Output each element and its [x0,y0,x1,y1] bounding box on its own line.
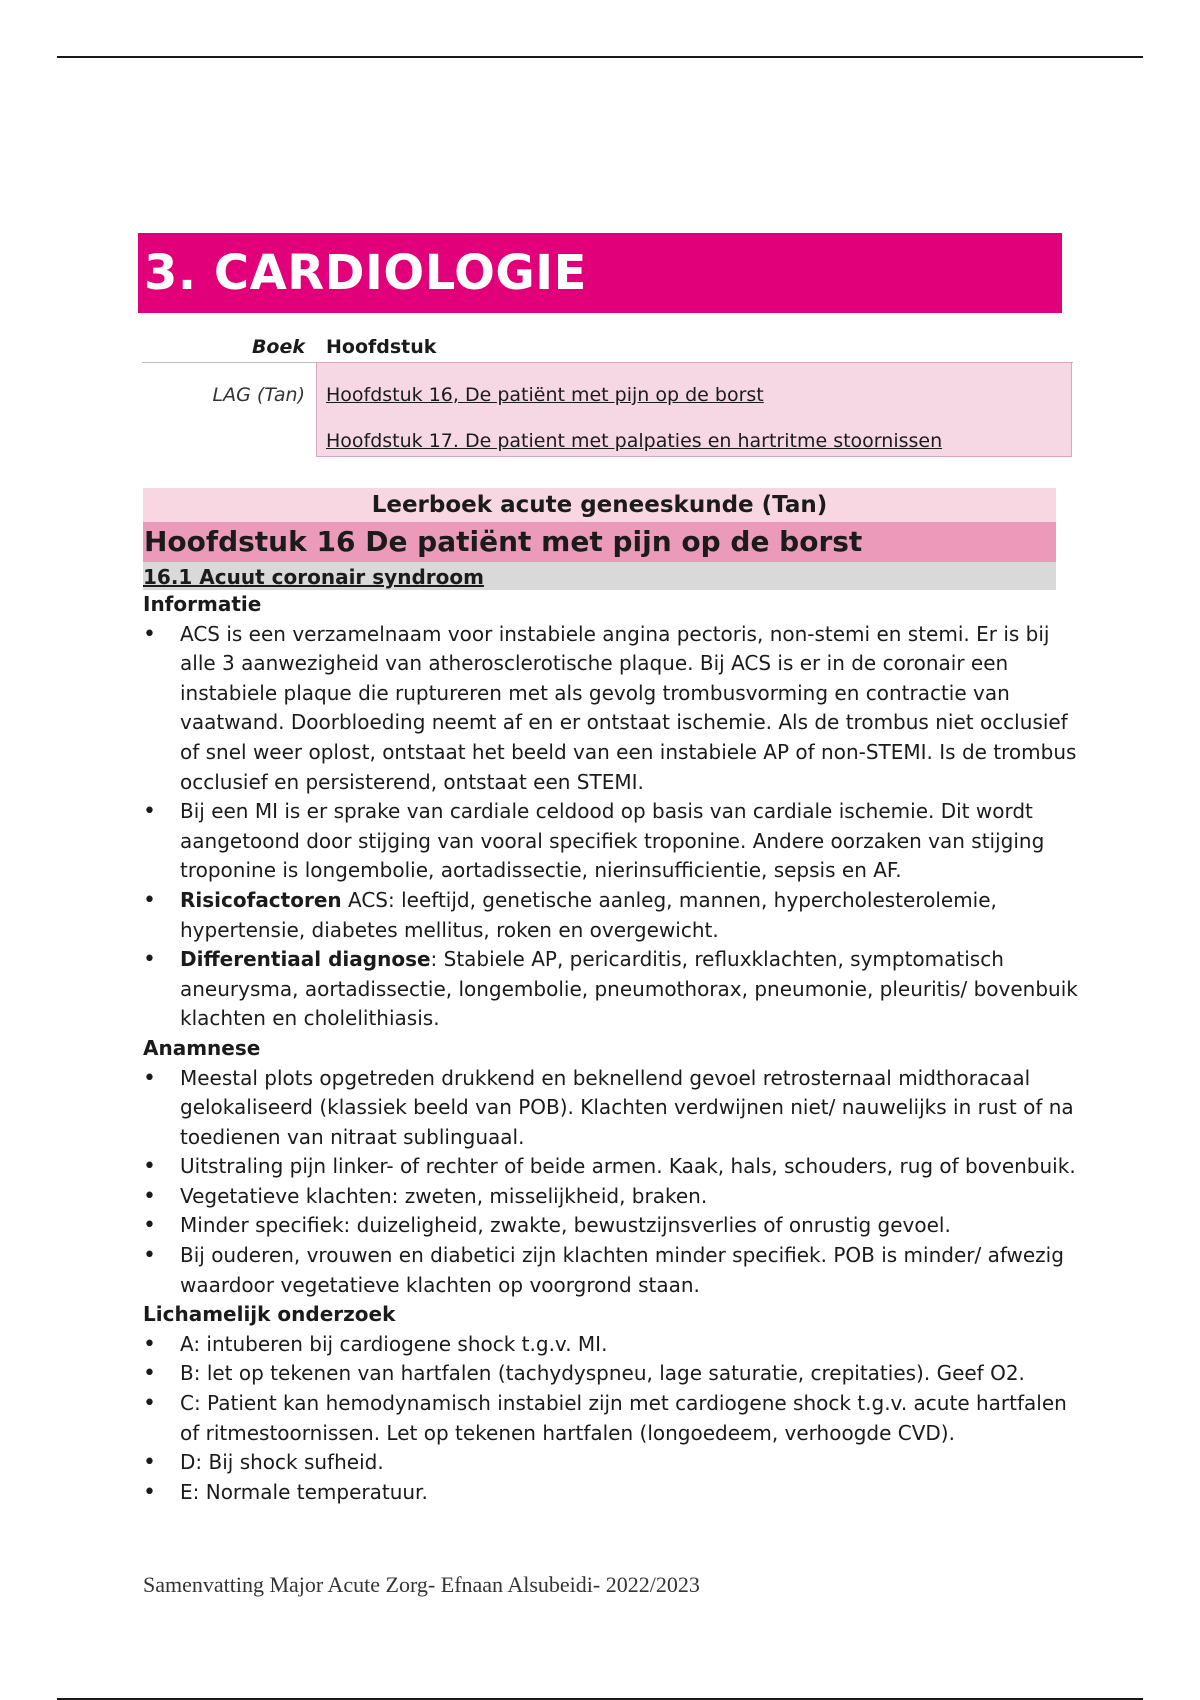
top-rule [57,56,1143,58]
list-item: • Bij ouderen, vrouwen en diabetici zijn klachten minder specifiek. POB is minder/ afwezig waardoor vegetatieve klachten op voorgrond staan. [143,1241,1083,1300]
list-item: • ACS is een verzamelnaam voor instabiele angina pectoris, non-stemi en stemi. Er is bij alle 3 aanwezigheid van atherosclerotische plaque. Bij ACS is er in de coronair een instabiele plaque die ruptureren met als gevolg trombusvorming en contractie van vaatwand. Doorbloeding neemt af en er ontstaat ischemie. Als de trombus niet occlusief of snel weer oplost, ontstaat het beeld van een instabiele AP of non-STEMI. Is de trombus occlusief en persisterend, ontstaat een STEMI. [143,620,1083,798]
list-item: • Uitstraling pijn linker- of rechter of beide armen. Kaak, hals, schouders, rug of bovenbuik. [143,1152,1083,1182]
risk-text: ACS: leeftijd, genetische aanleg, mannen, hypercholesterolemie, hypertensie, diabetes mellitus, roken en overgewicht. [180,887,997,942]
list-item [143,886,1083,945]
reference-chapter-link-17[interactable]: Hoofdstuk 17. De patient met palpaties en hartritme stoornissen [326,430,943,452]
diff-label: Differentiaal diagnose [180,947,431,972]
list-item: • Meestal plots opgetreden drukkend en beknellend gevoel retrosternaal midthoracaal gelokaliseerd (klassiek beeld van POB). Klachten verdwijnen niet/ nauwelijks in rust of na toedienen van nitraat sublinguaal. [143,1064,1083,1153]
list-item [143,945,1083,1034]
chapter-title: 3. CARDIOLOGIE [144,245,587,301]
lichamelijk-onderzoek-list [143,1330,1083,1508]
chapter-heading: Hoofdstuk 16 De patiënt met pijn op de borst [143,522,1056,562]
list-item: • Vegetatieve klachten: zweten, misselijkheid, braken. [143,1182,1083,1212]
section-book-heading: Leerboek acute geneeskunde (Tan) [143,488,1056,522]
list-item: • A: intuberen bij cardiogene shock t.g.v. MI. [143,1330,1083,1360]
list-item: • C: Patient kan hemodynamisch instabiel zijn met cardiogene shock t.g.v. acute hartfalen of ritmestoornissen. Let op tekenen hartfalen (longoedeem, verhoogde CVD). [143,1389,1083,1448]
list-item: • Bij een MI is er sprake van cardiale celdood op basis van cardiale ischemie. Dit wordt aangetoond door stijging van vooral specifiek troponine. Andere oorzaken van stijging troponine is longembolie, aortadissectie, nierinsufficientie, sepsis en AF. [143,797,1083,886]
informatie-heading: Informatie [143,592,262,616]
diff-text: : Stabiele AP, pericarditis, refluxklachten, symptomatisch aneurysma, aortadissectie, longembolie, pneumothorax, pneumonie, pleuritis/ bovenbuik klachten en cholelithiasis. [180,947,1078,1031]
risk-label: Risicofactoren [180,887,342,912]
list-item: • B: let op tekenen van hartfalen (tachydyspneu, lage saturatie, crepitaties). Geef O2. [143,1359,1083,1389]
page-footer: Samenvatting Major Acute Zorg- Efnaan Alsubeidi- 2022/2023 [143,1572,700,1597]
anamnese-heading: Anamnese [143,1035,261,1060]
informatie-list [143,620,1083,1034]
reference-header-book: Boek [251,336,305,358]
chapter-banner [138,233,1062,313]
reference-header-chapter: Hoofdstuk [326,336,437,358]
subsection-heading: 16.1 Acuut coronair syndroom [143,562,1056,590]
document-body [143,590,1083,1507]
reference-book: LAG (Tan) [212,384,305,406]
list-item: • Minder specifiek: duizeligheid, zwakte, bewustzijnsverlies of onrustig gevoel. [143,1211,1083,1241]
list-item: • D: Bij shock sufheid. [143,1448,1083,1478]
list-item: • E: Normale temperatuur. [143,1478,1083,1508]
reference-chapter-link-16[interactable]: Hoofdstuk 16, De patiënt met pijn op de borst [326,384,764,406]
anamnese-list [143,1064,1083,1301]
lichamelijk-onderzoek-heading: Lichamelijk onderzoek [143,1302,396,1327]
